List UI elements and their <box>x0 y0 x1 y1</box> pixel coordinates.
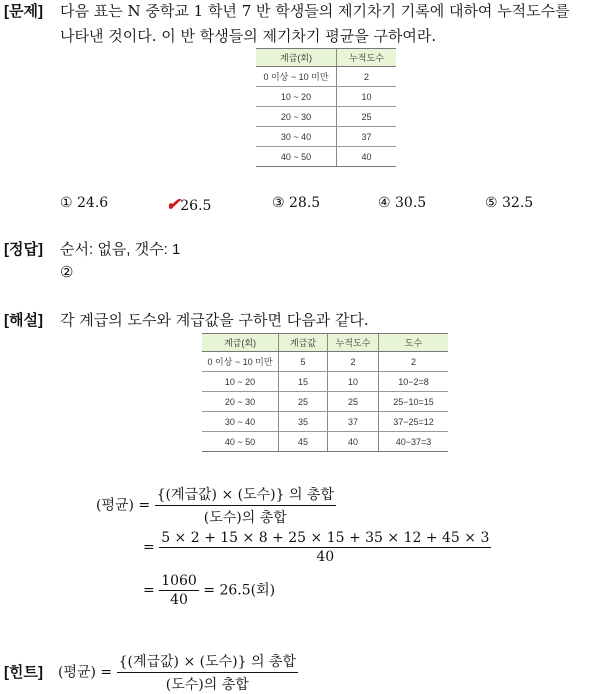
choice-number: ③ <box>272 195 285 211</box>
formula-lhs: (평균) = <box>58 664 113 681</box>
choice-4[interactable] <box>378 195 426 211</box>
table-cell: 10 <box>328 372 379 392</box>
frequency-table <box>202 333 448 452</box>
formula-fraction <box>117 651 298 694</box>
choice-3[interactable] <box>272 195 320 211</box>
formula-step-3 <box>143 573 275 608</box>
table-header: 계급값 <box>279 334 328 352</box>
table-cell: 10 <box>337 87 397 107</box>
table-row <box>202 432 448 452</box>
answer-line-1: 순서: 없음, 갯수: 1 <box>60 241 181 258</box>
table-row <box>202 352 448 372</box>
choice-5[interactable] <box>485 195 533 211</box>
formula-denominator: 40 <box>170 592 188 608</box>
choice-text: 26.5 <box>180 198 212 214</box>
mean-formula <box>96 484 336 527</box>
formula-step-2 <box>143 530 491 565</box>
table-header: 도수 <box>379 334 449 352</box>
formula-denominator: (도수)의 총합 <box>203 510 287 526</box>
table-cell: 37 <box>328 412 379 432</box>
table-row <box>202 372 448 392</box>
formula-numerator: 5 × 2 + 15 × 8 + 25 × 15 + 35 × 12 + 45 × 3 <box>161 530 490 546</box>
choice-number: ④ <box>378 195 391 211</box>
table-cell: 25 <box>328 392 379 412</box>
table-cell: 40−37=3 <box>379 432 449 452</box>
formula-equals: = <box>143 582 155 599</box>
table-cell: 25−10=15 <box>379 392 449 412</box>
choice-1[interactable] <box>60 195 108 211</box>
table-row <box>202 412 448 432</box>
table-cell: 2 <box>379 352 449 372</box>
hint-formula <box>58 651 298 694</box>
table-header: 계급(회) <box>256 49 337 67</box>
choice-2[interactable] <box>166 195 211 215</box>
table-cell: 15 <box>279 372 328 392</box>
table-cell: 40 <box>337 147 397 167</box>
table-row <box>256 127 396 147</box>
choice-text: 32.5 <box>502 195 534 211</box>
formula-numerator: {(계급값) × (도수)} 의 총합 <box>155 484 336 506</box>
table-row <box>202 392 448 412</box>
table-cell: 0 이상 ~ 10 미만 <box>256 67 337 87</box>
table-header-row <box>256 49 396 67</box>
formula-numerator: {(계급값) × (도수)} 의 총합 <box>117 651 298 673</box>
choice-number: ① <box>60 195 73 211</box>
table-cell: 10 ~ 20 <box>202 372 279 392</box>
table-cell: 40 ~ 50 <box>256 147 337 167</box>
table-header: 누적도수 <box>328 334 379 352</box>
choice-number: ⑤ <box>485 195 498 211</box>
choice-text: 24.6 <box>77 195 109 211</box>
choice-text: 28.5 <box>289 195 321 211</box>
formula-equals: = <box>143 539 155 556</box>
choice-text: 30.5 <box>395 195 427 211</box>
formula-denominator: 40 <box>316 549 335 565</box>
checkmark-icon: ✔ <box>166 195 181 215</box>
table-cell: 2 <box>328 352 379 372</box>
problem-line-1: 다음 표는 N 중학교 1 학년 7 반 학생들의 제기차기 기록에 대하여 누적도수를 <box>60 2 570 20</box>
problem-label: [문제] <box>4 3 43 20</box>
formula-fraction <box>159 530 491 565</box>
table-row <box>256 67 396 87</box>
formula-fraction <box>159 573 199 608</box>
table-cell: 2 <box>337 67 397 87</box>
table-header: 계급(회) <box>202 334 279 352</box>
table-cell: 35 <box>279 412 328 432</box>
table-row <box>256 107 396 127</box>
table-cell: 10 ~ 20 <box>256 87 337 107</box>
table-cell: 10−2=8 <box>379 372 449 392</box>
table-cell: 37 <box>337 127 397 147</box>
explanation-line-1: 각 계급의 도수와 계급값을 구하면 다음과 같다. <box>60 311 369 329</box>
cumulative-frequency-table <box>256 48 396 167</box>
table-cell: 20 ~ 30 <box>202 392 279 412</box>
table-cell: 20 ~ 30 <box>256 107 337 127</box>
table-cell: 5 <box>279 352 328 372</box>
explanation-label: [해설] <box>4 312 43 329</box>
table-cell: 30 ~ 40 <box>202 412 279 432</box>
table-cell: 40 ~ 50 <box>202 432 279 452</box>
table-cell: 0 이상 ~ 10 미만 <box>202 352 279 372</box>
formula-numerator: 1060 <box>161 573 197 589</box>
problem-line-2: 나타낸 것이다. 이 반 학생들의 제기차기 평균을 구하여라. <box>60 27 437 45</box>
table-cell: 30 ~ 40 <box>256 127 337 147</box>
table-cell: 40 <box>328 432 379 452</box>
table-cell: 37−25=12 <box>379 412 449 432</box>
table-row <box>256 147 396 167</box>
table-header-row <box>202 334 448 352</box>
answer-label: [정답] <box>4 241 43 258</box>
formula-fraction <box>155 484 336 527</box>
table-cell: 45 <box>279 432 328 452</box>
table-cell: 25 <box>279 392 328 412</box>
formula-result: = 26.5(회) <box>203 582 276 599</box>
table-header: 누적도수 <box>337 49 397 67</box>
table-cell: 25 <box>337 107 397 127</box>
hint-label: [힌트] <box>4 664 43 681</box>
answer-line-2: ② <box>60 263 74 281</box>
formula-denominator: (도수)의 총합 <box>165 677 249 693</box>
table-row <box>256 87 396 107</box>
formula-lhs: (평균) = <box>96 497 151 514</box>
